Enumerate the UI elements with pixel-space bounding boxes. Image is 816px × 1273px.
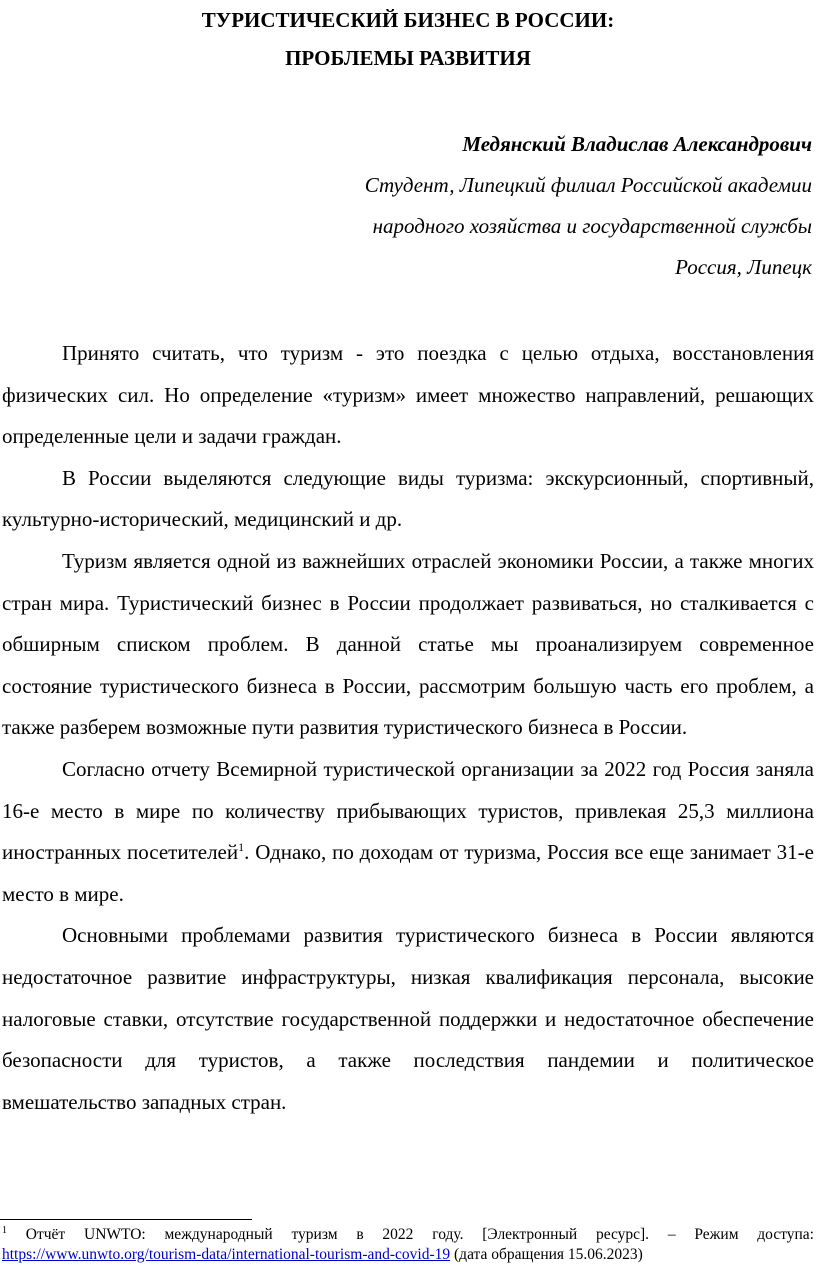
paragraph-3: Туризм является одной из важнейших отраслей экономики России, а также многих стран мира. Туристический бизнес в России продолжает развиваться, но сталкивается с обширным списком проблем. В данной статье мы проанализируем современное состояние туристического бизнеса в России, рассмотрим большую часть его проблем, а также разберем возможные пути развития туристического бизнеса в России. xyxy=(2,548,814,740)
article-body xyxy=(2,333,814,1123)
paragraph-4-text-before-ref: Согласно отчету Всемирной туристической организации за 2022 год Россия заняла 16-е место в мире по количеству прибывающих туристов, привлекая 25,3 миллиона иностранных посетителей xyxy=(2,756,814,865)
footnote-access-date: (дата обращения 15.06.2023) xyxy=(450,1246,643,1263)
footnote-reference[interactable]: 1 xyxy=(238,840,245,855)
article-title-line-1: ТУРИСТИЧЕСКИЙ БИЗНЕС В РОССИИ: xyxy=(201,8,615,32)
paragraph-4-text-after-ref: . Однако, по доходам от туризма, Россия все еще занимает 31-е место в мире. xyxy=(2,840,814,906)
footnote xyxy=(2,1225,814,1265)
author-affiliation-line-1: Студент, Липецкий филиал Российской академии xyxy=(364,173,812,197)
author-name: Медянский Владислав Александрович xyxy=(462,132,812,156)
footnote-link[interactable]: https://www.unwto.org/tourism-data/international-tourism-and-covid-19 xyxy=(2,1246,451,1263)
article-title-line-2: ПРОБЛЕМЫ РАЗВИТИЯ xyxy=(285,46,531,70)
paragraph-1: Принято считать, что туризм - это поездка с целью отдыха, восстановления физических сил. Но определение «туризм» имеет множество направлений, решающих определенные цели и задачи граждан. xyxy=(2,341,814,449)
paragraph-2: В России выделяются следующие виды туризма: экскурсионный, спортивный, культурно-исторический, медицинский и др. xyxy=(2,465,814,532)
author-block xyxy=(365,124,812,288)
footnote-number: 1 xyxy=(2,1224,7,1236)
footnote-separator xyxy=(0,1219,252,1220)
paragraph-5: Основными проблемами развития туристического бизнеса в России являются недостаточное развитие инфраструктуры, низкая квалификация персонала, высокие налоговые ставки, отсутствие государственной поддержки и недостаточное обеспечение безопасности для туристов, а также последствия пандемии и политическое вмешательство западных стран. xyxy=(2,923,814,1114)
author-location: Россия, Липецк xyxy=(675,255,812,279)
author-affiliation-line-2: народного хозяйства и государственной службы xyxy=(372,214,812,238)
footnote-text: Отчёт UNWTO: международный туризм в 2022 году. [Электронный ресурс]. – Режим доступа: xyxy=(7,1226,814,1243)
paragraph-4 xyxy=(2,749,814,915)
